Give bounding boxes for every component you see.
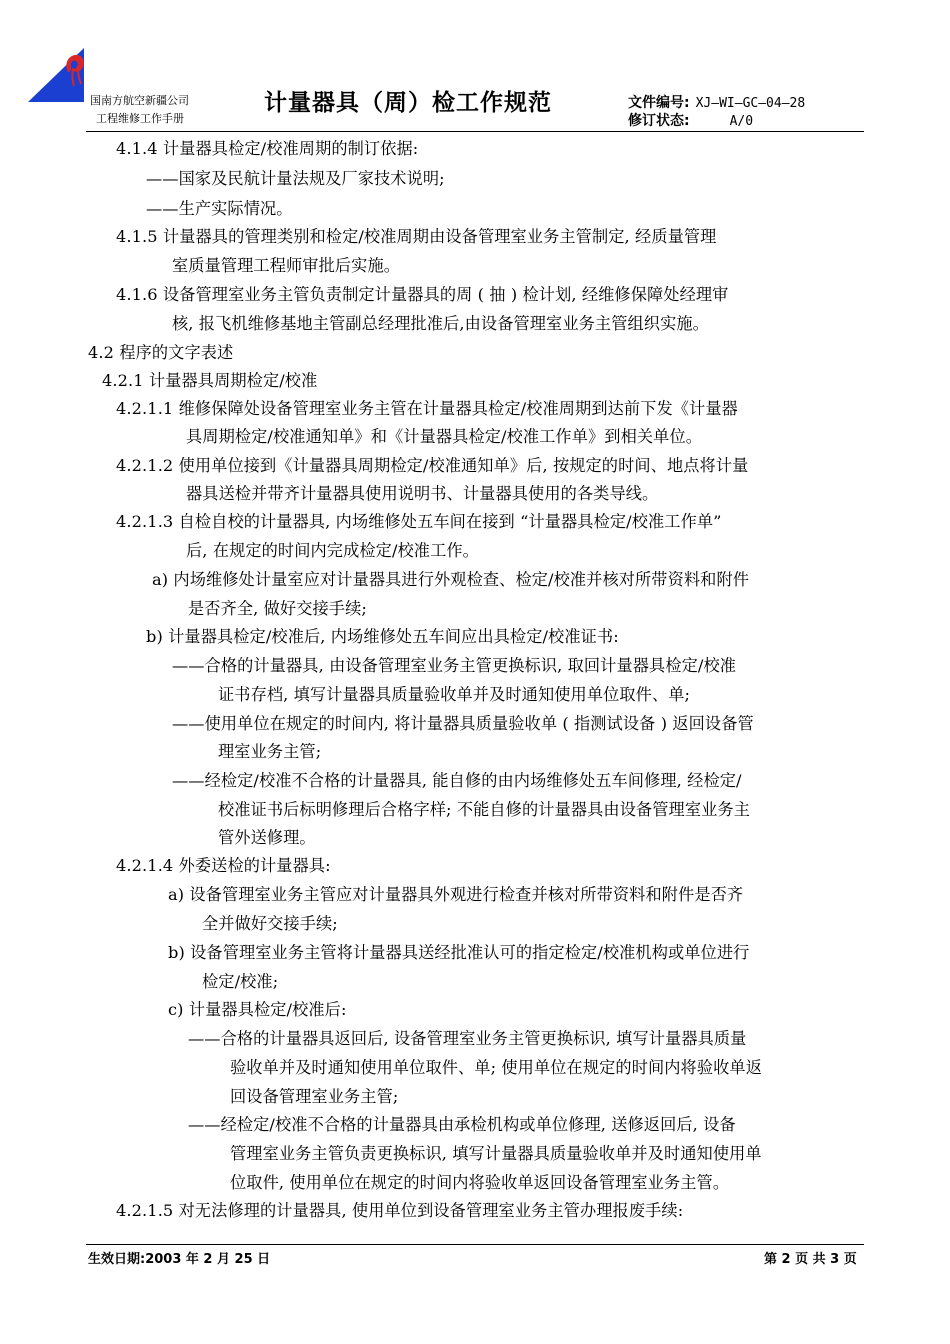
body-line: 管外送修理。 [218,828,316,847]
header-divider [86,131,864,132]
body-line: ——经检定/校准不合格的计量器具由承检机构或单位修理, 送修返回后, 设备 [188,1115,736,1134]
body-line: 校准证书后标明修理后合格字样; 不能自修的计量器具由设备管理室业务主 [218,800,750,819]
footer-divider [86,1244,864,1245]
body-line: 位取件, 使用单位在规定的时间内将验收单返回设备管理室业务主管。 [230,1173,730,1192]
document-title: 计量器具（周）检工作规范 [264,90,552,116]
body-line: ——经检定/校准不合格的计量器具, 能自修的由内场维修处五车间修理, 经检定/ [172,771,742,790]
document-number [628,92,805,112]
body-line: 4.2.1.2 使用单位接到《计量器具周期检定/校准通知单》后, 按规定的时间、地点将计量 [116,456,749,475]
body-line: 4.2.1.4 外委送检的计量器具: [116,856,331,875]
document-number-label: 文件编号: [628,95,690,111]
body-line: 后, 在规定的时间内完成检定/校准工作。 [186,541,479,560]
body-line: 4.2.1.3 自检自校的计量器具, 内场维修处五车间在接到 “计量器具检定/校准工作单” [116,512,722,531]
revision-status [628,110,753,130]
body-line: 核, 报飞机维修基地主管副总经理批准后,由设备管理室业务主管组织实施。 [172,314,709,333]
body-line: 4.1.5 计量器具的管理类别和检定/校准周期由设备管理室业务主管制定, 经质量管理 [116,227,717,246]
body-line: ——国家及民航计量法规及厂家技术说明; [146,169,445,188]
body-line: ——合格的计量器具, 由设备管理室业务主管更换标识, 取回计量器具检定/校准 [172,656,737,675]
body-line: 4.2.1 计量器具周期检定/校准 [102,371,318,390]
body-line: b) 设备管理室业务主管将计量器具送经批准认可的指定检定/校准机构或单位进行 [168,943,750,962]
body-line: 器具送检并带齐计量器具使用说明书、计量器具使用的各类导线。 [186,484,659,503]
body-line: 检定/校准; [202,972,279,991]
document-number-value: XJ—WI—GC—04—28 [695,96,806,111]
body-line: c) 计量器具检定/校准后: [168,1000,347,1019]
body-line: 4.1.6 设备管理室业务主管负责制定计量器具的周 ( 抽 ) 检计划, 经维修保障处经理审 [116,285,729,304]
body-line: 4.2.1.5 对无法修理的计量器具, 使用单位到设备管理室业务主管办理报废手续: [116,1201,684,1220]
page-number: 第 2 页 共 3 页 [764,1252,857,1267]
body-line: 是否齐全, 做好交接手续; [188,599,367,618]
revision-status-label: 修订状态: [628,113,690,129]
body-line: ——使用单位在规定的时间内, 将计量器具质量验收单 ( 指测试设备 ) 返回设备管 [172,714,754,733]
body-line: ——合格的计量器具返回后, 设备管理室业务主管更换标识, 填写计量器具质量 [188,1029,747,1048]
manual-name: 工程维修工作手册 [96,112,184,125]
revision-status-value: A/0 [729,114,754,129]
body-line: a) 内场维修处计量室应对计量器具进行外观检查、检定/校准并核对所带资料和附件 [152,570,750,589]
effective-date: 生效日期:2003 年 2 月 25 日 [88,1252,271,1267]
body-line: 具周期检定/校准通知单》和《计量器具检定/校准工作单》到相关单位。 [186,427,703,446]
body-line: 管理室业务主管负责更换标识, 填写计量器具质量验收单并及时通知使用单 [230,1144,762,1163]
body-line: 证书存档, 填写计量器具质量验收单并及时通知使用单位取件、单; [218,685,691,704]
body-line: ——生产实际情况。 [146,199,293,218]
company-name: 国南方航空新疆公司 [90,94,189,107]
body-line: 4.2.1.1 维修保障处设备管理室业务主管在计量器具检定/校准周期到达前下发《计量器 [116,399,738,418]
body-line: 验收单并及时通知使用单位取件、单; 使用单位在规定的时间内将验收单返 [230,1058,762,1077]
body-line: a) 设备管理室业务主管应对计量器具外观进行检查并核对所带资料和附件是否齐 [168,885,744,904]
body-line: 回设备管理室业务主管; [230,1087,399,1106]
body-line: b) 计量器具检定/校准后, 内场维修处五车间应出具检定/校准证书: [146,627,619,646]
body-line: 4.2 程序的文字表述 [88,343,234,362]
body-line: 理室业务主管; [218,742,322,761]
body-line: 室质量管理工程师审批后实施。 [172,256,401,275]
body-line: 4.1.4 计量器具检定/校准周期的制订依据: [116,139,419,158]
body-line: 全并做好交接手续; [202,914,338,933]
